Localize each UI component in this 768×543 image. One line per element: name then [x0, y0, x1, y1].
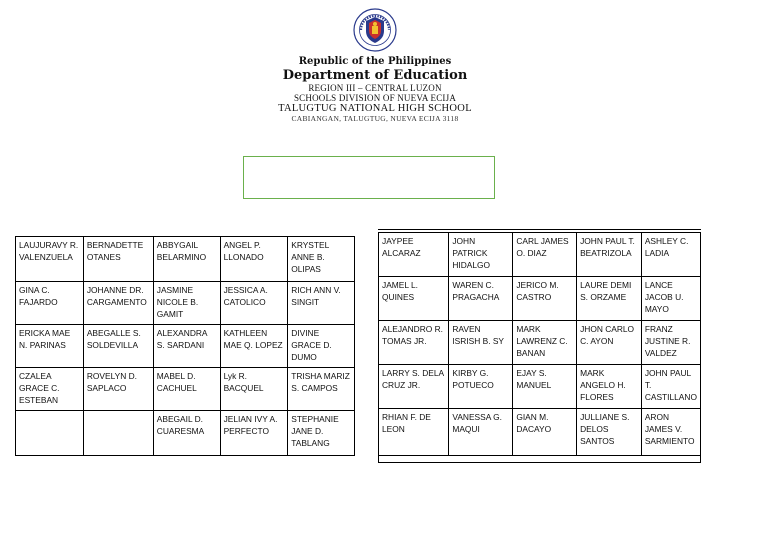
name-cell: ABBYGAIL BELARMINO — [153, 237, 220, 282]
region-line: REGION III – CENTRAL LUZON — [308, 83, 442, 93]
name-cell: EJAY S. MANUEL — [513, 365, 577, 409]
name-cell: KATHLEEN MAE Q. LOPEZ — [220, 325, 288, 368]
name-cell: ASHLEY C. LADIA — [641, 233, 700, 277]
name-cell: VANESSA G. MAQUI — [449, 409, 513, 456]
name-cell: ABEGAIL D. CUARESMA — [153, 411, 220, 456]
name-cell: ALEJANDRO R. TOMAS JR. — [379, 321, 449, 365]
name-cell: ROVELYN D. SAPLACO — [83, 368, 153, 411]
title-box — [243, 156, 495, 199]
name-cell: JOHN PAUL T. BEATRIZOLA — [577, 233, 642, 277]
name-cell: ERICKA MAE N. PARINAS — [16, 325, 84, 368]
name-cell: KRYSTEL ANNE B. OLIPAS — [288, 237, 355, 282]
name-cell: JULLIANE S. DELOS SANTOS — [577, 409, 642, 456]
name-cell: RHIAN F. DE LEON — [379, 409, 449, 456]
name-cell: JOHN PATRICK HIDALGO — [449, 233, 513, 277]
name-cell: TRISHA MARIZ S. CAMPOS — [288, 368, 355, 411]
school-line: TALUGTUG NATIONAL HIGH SCHOOL — [278, 103, 472, 114]
name-cell: STEPHANIE JANE D. TABLANG — [288, 411, 355, 456]
table-row — [379, 365, 701, 409]
name-cell: JESSICA A. CATOLICO — [220, 282, 288, 325]
name-cell: JERICO M. CASTRO — [513, 277, 577, 321]
right-roster-table — [378, 232, 701, 456]
name-cell: LARRY S. DELA CRUZ JR. — [379, 365, 449, 409]
name-cell: MARK LAWRENZ C. BANAN — [513, 321, 577, 365]
table-row — [16, 325, 355, 368]
name-cell: RICH ANN V. SINGIT — [288, 282, 355, 325]
name-cell: JOHANNE DR. CARGAMENTO — [83, 282, 153, 325]
name-cell: CZALEA GRACE C. ESTEBAN — [16, 368, 84, 411]
name-cell: BERNADETTE OTANES — [83, 237, 153, 282]
name-cell: JAMEL L. QUINES — [379, 277, 449, 321]
table-row — [379, 277, 701, 321]
table-row — [379, 409, 701, 456]
name-cell: LANCE JACOB U. MAYO — [641, 277, 700, 321]
name-cell: FRANZ JUSTINE R. VALDEZ — [641, 321, 700, 365]
table-row — [379, 321, 701, 365]
name-cell: ABEGALLE S. SOLDEVILLA — [83, 325, 153, 368]
name-cell: GINA C. FAJARDO — [16, 282, 84, 325]
name-cell: WAREN C. PRAGACHA — [449, 277, 513, 321]
name-cell: ALEXANDRA S. SARDANI — [153, 325, 220, 368]
name-cell: MABEL D. CACHUEL — [153, 368, 220, 411]
table-row — [16, 368, 355, 411]
name-cell — [83, 411, 153, 456]
letterhead — [230, 8, 520, 123]
right-roster — [378, 229, 701, 465]
name-cell: JHON CARLO C. AYON — [577, 321, 642, 365]
name-cell: DIVINE GRACE D. DUMO — [288, 325, 355, 368]
name-cell: Lyk R. BACQUEL — [220, 368, 288, 411]
name-cell: ARON JAMES V. SARMIENTO — [641, 409, 700, 456]
name-cell: MARK ANGELO H. FLORES — [577, 365, 642, 409]
name-cell: LAUJURAVY R. VALENZUELA — [16, 237, 84, 282]
name-cell: ANGEL P. LLONADO — [220, 237, 288, 282]
name-cell: JELIAN IVY A. PERFECTO — [220, 411, 288, 456]
table-row — [16, 411, 355, 456]
name-cell: JOHN PAUL T. CASTILLANO — [641, 365, 700, 409]
name-cell: LAURE DEMI S. ORZAME — [577, 277, 642, 321]
table-row — [379, 233, 701, 277]
deped-seal-icon — [353, 8, 397, 52]
table-top-border — [378, 229, 701, 230]
table-row — [16, 237, 355, 282]
department-line: Department of Education — [282, 68, 468, 83]
name-cell: GIAN M. DACAYO — [513, 409, 577, 456]
name-cell: RAVEN ISRISH B. SY — [449, 321, 513, 365]
name-cell: JASMINE NICOLE B. GAMIT — [153, 282, 220, 325]
division-line: SCHOOLS DIVISION OF NUEVA ECIJA — [293, 93, 457, 103]
left-roster-table — [15, 236, 355, 456]
address-line: CABIANGAN, TALUGTUG, NUEVA ECIJA 3118 — [291, 114, 459, 123]
table-row — [16, 282, 355, 325]
name-cell: JAYPEE ALCARAZ — [379, 233, 449, 277]
republic-line: Republic of the Philippines — [298, 56, 452, 67]
name-cell — [16, 411, 84, 456]
table-footer-row — [378, 453, 701, 463]
name-cell: KIRBY G. POTUECO — [449, 365, 513, 409]
name-cell: CARL JAMES O. DIAZ — [513, 233, 577, 277]
